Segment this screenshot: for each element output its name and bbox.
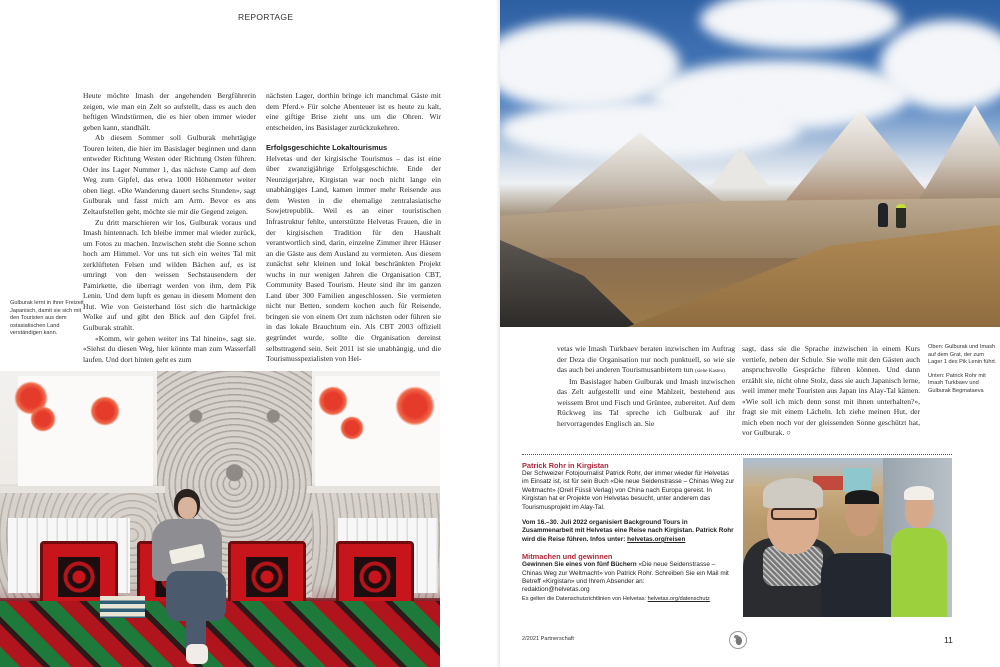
info-body: Der Schweizer Fotojournalist Patrick Rohr, der immer wieder für Helvetas im Einsatz ist, ist für sein Buch «Die neue Seidenstrasse – Chinas Weg zur Weltmacht» (Orell Füssli Verlag) von China nach Europa gereist. In Kirgistan hat er Projekte von Helvetas besucht, unter anderem das Tourismusprojekt im Alay-Tal. (522, 470, 735, 511)
issue-label: 2/2021 Partnerschaft (522, 636, 574, 642)
article-column-3 (557, 344, 735, 429)
photo-selfie (743, 458, 952, 617)
globe-logo-icon (729, 631, 747, 649)
privacy-link[interactable]: helvetas.org/datenschutz (647, 595, 710, 602)
right-page (500, 0, 1000, 667)
beanie (763, 478, 823, 508)
flower-icon (318, 386, 348, 416)
flower-icon (30, 406, 56, 432)
trip-announcement: Vom 16.–30. Juli 2022 organisiert Background Tours in Zusammenarbeit mit Helvetas eine Reise nach Kirgistan. Patrick Rohr wird die Reise führen. Infos unter: helvetas.org/reisen (522, 519, 734, 543)
paragraph: vetas wie Imash Turkbaev beraten inzwischen im Auftrag der Deza die Organisation nur noch punktuell, so wie sie das auch bei anderen Tourismusanbietern tun (siehe Kasten). (557, 344, 735, 375)
contest-heading: Mitmachen und gewinnen (522, 552, 613, 562)
divider (522, 454, 952, 455)
flower-icon (90, 396, 120, 426)
books (100, 596, 145, 618)
trip-link[interactable]: helvetas.org/reisen (627, 535, 686, 543)
section-label: REPORTAGE (238, 12, 294, 22)
info-heading: Patrick Rohr in Kirgistan (522, 461, 609, 470)
article-column-2 (266, 91, 441, 365)
paragraph: Zu dritt marschieren wir los, Gulburak voraus und Imash hintennach. Ich bleibe immer mal wieder zurück, um Fotos zu machen. Inzwischen steht die Sonne schon hoch am Himmel. Vor uns tut sich ein weites Tal mit zerklüfteten Felsen und wilden Bächen auf, es ist umringt von den weissen Sechstausendern der Pamirkette, die überragt werden von ihm, dem Pik Lenin. Und dem lupft es genau in diesem Moment den Hut. Wie von Geisterhand löst sich die hartnäckige Wolke auf und gibt den Blick auf den Gipfel frei. Gulburak strahlt. (83, 217, 256, 333)
hut (843, 468, 871, 492)
beanie (904, 486, 934, 500)
email-link[interactable]: redaktion@helvetas.org (522, 586, 590, 594)
paragraph: Helvetas und der kirgisische Tourismus – das ist eine über zwanzigjährige Erfolgsgeschichte. Ende der Neunzigerjahre, Kirgistan war noch nicht lange ein unabhängiges Land, kamen immer mehr Reisende aus dem Westen in die ehemalige zentralasiatische Sowjetrepublik. Weil es an einer touristischen Infrastruktur fehlte, unterstützte Helvetas Frauen, die in der kirgisischen Tradition für den Haushalt verantwortlich sind, darin, einzelne Zimmer ihrer Häuser an die Gäste aus dem Ausland zu vermieten. Aus diesem zunächst sehr kleinen und lokal beschränkten Projekt wuchs in nur wenigen Jahren die Organisation CBT, Community Based Tourism. Heute sind ihr im ganzen Land über 300 Familien angeschlossen. Sie vermieten nicht nur Betten, sondern kochen auch für Reisende, bringen sie von einem Ort zum nächsten oder führen sie in das lokale Brauchtum ein. Als CBT 2003 offiziell gegründet wurde, sollte die Organisation dereinst selbsttragend sein. Seit 2011 ist sie unabhängig, und die Tourismusspezialisten von Hel- (266, 153, 441, 364)
glasses-icon (771, 508, 817, 520)
info-box (522, 461, 736, 603)
paragraph: «Komm, wir gehen weiter ins Tal hinein», sagt sie. «Siehst du diesen Weg, hier könnte man zum Wasserfall laufen. Und dort hinten geht es zum (83, 333, 256, 364)
paragraph: Heute möchte Imash der angehenden Bergführerin zeigen, wie man ein Zelt so aufstellt, dass es auch den heftigen Windstürmen, die es hier oben immer wieder geben kann, standhält. (83, 91, 256, 132)
end-mark-icon: ○ (786, 428, 791, 438)
privacy-note: Es gelten die Datenschutzrichtlinien von Helvetas: helvetas.org/datenschutz (522, 595, 710, 602)
photo-mountain-hikers (500, 0, 1000, 327)
contest-body: Gewinnen Sie eines von fünf Büchern «Die neue Seidenstrasse – Chinas Weg zur Weltmacht» von Patrick Rohr. Schreiben Sie ein Mail mit Betreff «Kirgistan» und Ihrem Absender an: redaktion@helvetas.org (522, 561, 729, 594)
photo-captions (928, 344, 998, 396)
caption-top: Oben: Gulburak und Imash auf dem Grat, der zum Lager 1 des Pik Lenin führt. (928, 344, 997, 366)
flower-icon (340, 416, 364, 440)
photo-gulburak-reading (0, 371, 440, 667)
caption-bottom: Unten: Patrick Rohr mit Imash Turkbaev und Gulburak Begmataeva (928, 372, 986, 394)
see-box-note: (siehe Kasten). (695, 368, 727, 375)
flower-icon (395, 386, 435, 426)
jacket (821, 553, 901, 617)
photo-caption: Gulburak lernt in ihrer Freizeit Japanisch, damit sie sich mit den Touristen aus dem ostasiatischen Land verständigen kann. (10, 300, 84, 337)
paragraph: sagt, dass sie die Sprache inzwischen in einem Kurs vertiefe, neben der Schule. Sie wolle mit den Gästen auch anspruchsvolle Gespräche führen können. Und dann erzählt sie, nicht ohne Stolz, dass sie auch Japanisch lerne, weil immer mehr Touristen aus Japan ins Alay-Tal kämen. «Wie soll ich mich denn sonst mit ihnen unterhalten?», fragt sie mit einem Lächeln. Ich ziehe meinen Hut, der mich eben noch vor der gleissenden Sonne geschützt hat, vor Gulburak. ○ (742, 344, 920, 438)
paragraph: Im Basislager haben Gulburak und Imash inzwischen das Zelt aufgestellt und eine Mahlzeit, bestehend aus weissem Brot und Fisch und Grüntee, zubereitet. Auf dem Rückweg ins Tal spreche ich Gulburak auf ihr hervorragendes Englisch an. Sie (557, 376, 735, 428)
green-jacket (891, 528, 947, 617)
article-column-1 (83, 91, 256, 365)
paragraph: Ab diesem Sommer soll Gulburak mehrtägige Touren leiten, die hier im Basislager beginnen und dann entweder Richtung Westen oder Richtung Osten führen. Oder ins Lager Nummer 1, das nächste Camp auf dem Weg zum Gipfel, das etwa 1000 Höhenmeter weiter oben liegt. «Die Wanderung dauert sechs Stunden», sagt Gulburak und fasst mich am Arm. Bevor es ans Zeltaufstellen geht, möchte sie mir die Gegend zeigen. (83, 133, 256, 217)
article-column-4 (742, 344, 920, 439)
paragraph: nächsten Lager, dorthin bringe ich manchmal Gäste mit dem Pferd.» Für solche Abenteuer ist es heute zu kalt, eine giftige Brise zieht uns um die Ohren. Wir entscheiden, ins Basislager zurückzukehren. (266, 91, 441, 132)
subheading: Erfolgsgeschichte Lokaltourismus (266, 143, 388, 153)
hiker (896, 204, 906, 228)
hiker (878, 203, 888, 227)
person-gulburak (146, 489, 226, 664)
page-number: 11 (944, 635, 953, 645)
